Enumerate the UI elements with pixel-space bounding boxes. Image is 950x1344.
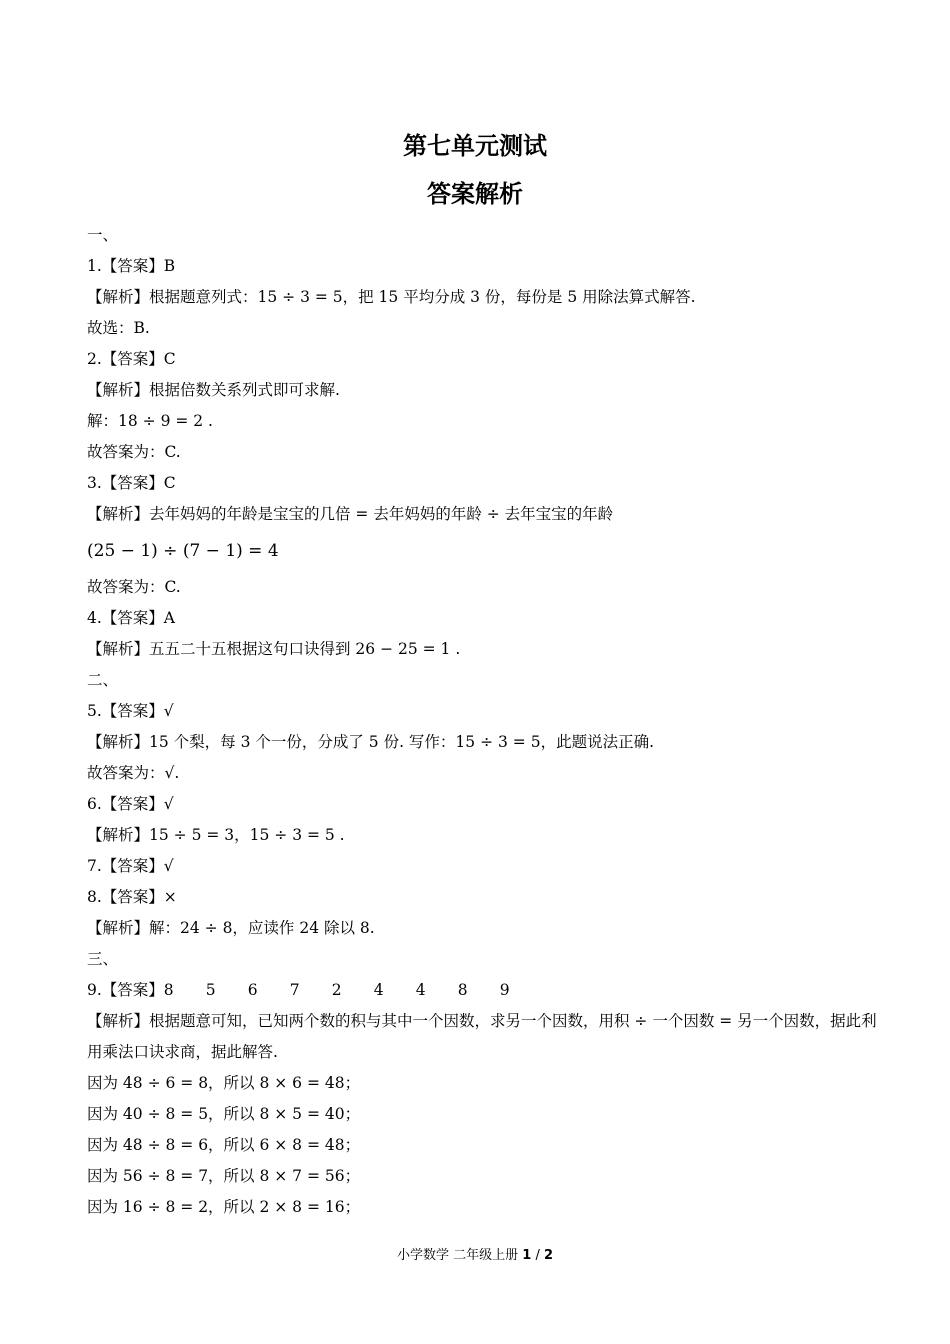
answer-line: 4.【答案】A	[87, 609, 175, 627]
answer-line: 8.【答案】×	[87, 888, 177, 906]
q9-value: 8	[457, 981, 468, 999]
q9-value: 4	[415, 981, 426, 999]
solution-line: 解：18 ÷ 9 = 2 .	[87, 412, 213, 430]
q9-answer-line	[87, 975, 877, 1006]
conclusion-line: 故答案为：C.	[87, 443, 181, 461]
answer-line: 5.【答案】√	[87, 702, 174, 720]
answer-content	[87, 220, 877, 1223]
q9-step: 因为 48 ÷ 6 = 8，所以 8 × 6 = 48；	[87, 1074, 361, 1092]
q9-value: 5	[205, 981, 216, 999]
answer-line: 6.【答案】√	[87, 795, 174, 813]
q9-value: 6	[247, 981, 258, 999]
footer-page-total: 2	[543, 1248, 554, 1263]
q9-analysis: 【解析】根据题意可知，已知两个数的积与其中一个因数，求另一个因数，用积 ÷ 一个因数 = 另一个因数，据此利用乘法口诀求商，据此解答.	[87, 1012, 877, 1061]
footer-text: 小学数学 二年级上册	[396, 1248, 519, 1263]
analysis-line: 【解析】15 ÷ 5 = 3，15 ÷ 3 = 5 .	[87, 826, 345, 844]
page-subtitle: 答案解析	[427, 180, 523, 208]
footer-separator: /	[531, 1248, 544, 1263]
q9-value: 9	[499, 981, 510, 999]
section-heading-2: 二、	[87, 671, 119, 689]
conclusion-line: 故答案为：C.	[87, 578, 181, 596]
section-heading-1: 一、	[87, 226, 119, 244]
q9-value: 8	[163, 981, 174, 999]
page-footer	[0, 1244, 950, 1263]
q9-value: 2	[331, 981, 342, 999]
page-title: 第七单元测试	[403, 132, 547, 160]
answer-line: 7.【答案】√	[87, 857, 174, 875]
answer-line: 1.【答案】B	[87, 257, 176, 275]
q9-step: 因为 48 ÷ 8 = 6，所以 6 × 8 = 48；	[87, 1136, 361, 1154]
analysis-line: 【解析】去年妈妈的年龄是宝宝的几倍 = 去年妈妈的年龄 ÷ 去年宝宝的年龄	[87, 505, 614, 523]
analysis-line: 【解析】根据倍数关系列式即可求解.	[87, 381, 340, 399]
q9-value: 7	[289, 981, 300, 999]
q9-step: 因为 56 ÷ 8 = 7，所以 8 × 7 = 56；	[87, 1167, 361, 1185]
q9-label: 9.【答案】	[87, 981, 164, 999]
section-heading-3: 三、	[87, 950, 119, 968]
q9-value: 4	[373, 981, 384, 999]
conclusion-line: 故选：B.	[87, 319, 150, 337]
answer-line: 2.【答案】C	[87, 350, 176, 368]
analysis-line: 【解析】根据题意列式：15 ÷ 3 = 5，把 15 平均分成 3 份，每份是 5 用除法算式解答.	[87, 288, 696, 306]
analysis-line: 【解析】解：24 ÷ 8，应读作 24 除以 8.	[87, 919, 375, 937]
analysis-line: 【解析】五五二十五根据这句口诀得到 26 − 25 = 1 .	[87, 640, 461, 658]
footer-page-number: 1	[522, 1248, 532, 1263]
q9-step: 因为 16 ÷ 8 = 2，所以 2 × 8 = 16；	[87, 1198, 361, 1216]
answer-line: 3.【答案】C	[87, 474, 176, 492]
conclusion-line: 故答案为：√.	[87, 764, 180, 782]
analysis-line: 【解析】15 个梨，每 3 个一份，分成了 5 份. 写作：15 ÷ 3 = 5，此题说法正确.	[87, 733, 654, 751]
q9-step: 因为 40 ÷ 8 = 5，所以 8 × 5 = 40；	[87, 1105, 361, 1123]
formula-line: (25 − 1) ÷ (7 − 1) = 4	[87, 541, 279, 561]
